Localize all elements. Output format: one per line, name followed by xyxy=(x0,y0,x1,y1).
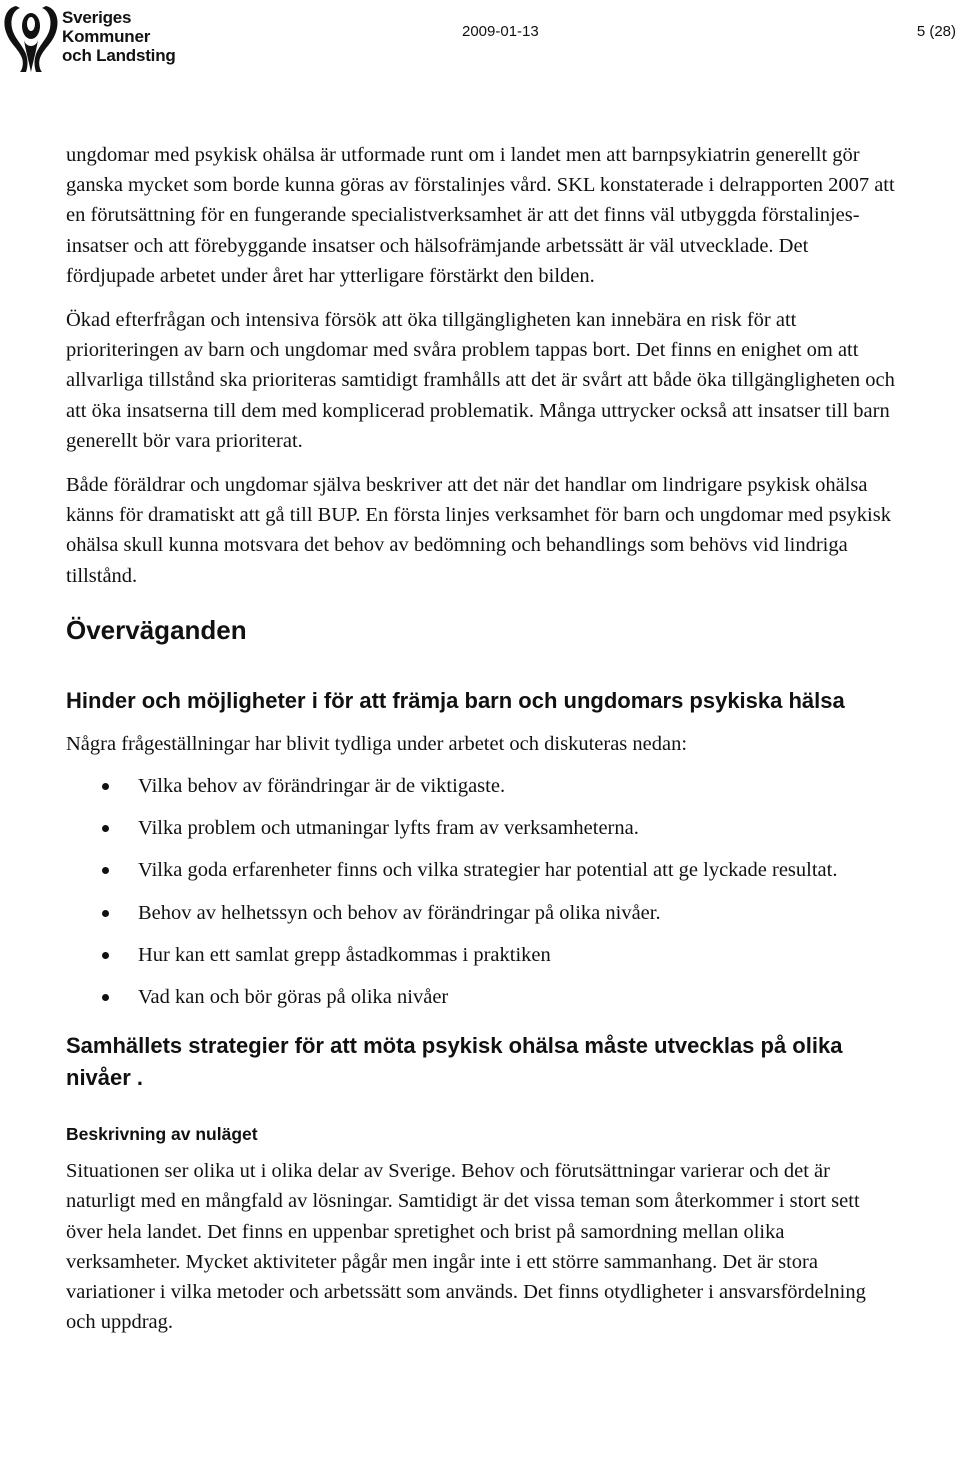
skl-emblem-icon xyxy=(2,2,60,74)
bullet-icon xyxy=(102,952,109,959)
bullet-icon xyxy=(102,867,109,874)
question-list xyxy=(66,771,896,1012)
logo-line: Kommuner xyxy=(62,27,151,46)
bullet-icon xyxy=(102,910,109,917)
logo-wordmark xyxy=(62,8,176,65)
intro-paragraph: Några frågeställningar har blivit tydliga under arbetet och diskuteras nedan: xyxy=(66,732,688,755)
logo-line: och Landsting xyxy=(62,46,176,65)
heading-beskrivning: Beskrivning av nuläget xyxy=(66,1124,258,1145)
page-header xyxy=(0,0,960,80)
paragraph: Ökad efterfrågan och intensiva försök att öka tillgängligheten kan innebära en risk för att prioriteringen av barn och ungdomar med svåra problem tappas bort. Det finns en enighet om att allvarliga tillstånd ska prioriteras samtidigt framhålls att det är svårt att både öka tillgängligheten och att öka insatserna till dem med komplicerad problematik. Många uttrycker också att insatser till barn generellt bör vara prioriterat. xyxy=(66,309,895,452)
list-item: Vilka problem och utmaningar lyfts fram av verksamheterna. xyxy=(66,813,896,843)
paragraph: ungdomar med psykisk ohälsa är utformade runt om i landet men att barnpsykiatrin generellt gör ganska mycket som borde kunna göras av förstalinjes vård. SKL konstaterade i delrapporten 2007 att en förutsättning för en fungerande specialistverksamhet är att det finns väl utbyggda förstalinjes-insatser och att förebyggande insatser och hälsofrämjande arbetssätt är väl utvecklade. Det fördjupade arbetet under året har ytterligare förstärkt den bilden. xyxy=(66,144,895,287)
heading-hinder: Hinder och möjligheter i för att främja barn och ungdomars psykiska hälsa xyxy=(66,687,845,713)
header-page-number: 5 (28) xyxy=(916,23,956,40)
list-item: Vad kan och bör göras på olika nivåer xyxy=(66,982,896,1012)
heading-samhallets: Samhällets strategier för att möta psykisk ohälsa måste utvecklas på olika nivåer . xyxy=(66,1033,843,1091)
paragraph: Både föräldrar och ungdomar själva beskriver att det när det handlar om lindrigare psykisk ohälsa känns för dramatiskt att gå till BUP. En första linjes verksamhet för barn och ungdomar med psykisk ohälsa skull kunna motsvara det behov av bedömning och behandlings som behövs vid lindriga tillstånd. xyxy=(66,474,891,587)
skl-logo xyxy=(2,2,177,74)
list-item: Vilka goda erfarenheter finns och vilka strategier har potential att ge lyckade resultat. xyxy=(66,855,896,885)
list-item: Behov av helhetssyn och behov av förändringar på olika nivåer. xyxy=(66,898,896,928)
bullet-icon xyxy=(102,825,109,832)
header-date: 2009-01-13 xyxy=(462,23,539,40)
document-body xyxy=(66,140,896,1351)
list-item: Vilka behov av förändringar är de viktigaste. xyxy=(66,771,896,801)
logo-line: Sveriges xyxy=(62,8,132,27)
bullet-icon xyxy=(102,994,109,1001)
list-item: Hur kan ett samlat grepp åstadkommas i praktiken xyxy=(66,940,896,970)
bullet-icon xyxy=(102,783,109,790)
heading-overvaganden: Överväganden xyxy=(66,614,247,645)
paragraph: Situationen ser olika ut i olika delar av Sverige. Behov och förutsättningar varierar och det är naturligt med en mångfald av lösningar. Samtidigt är det vissa teman som återkommer i stort sett över hela landet. Det finns en uppenbar spretighet och brist på samordning mellan olika verksamheter. Mycket aktiviteter pågår men ingår inte i ett större sammanhang. Det är stora variationer i vilka metoder och arbetssätt som används. Det finns otydligheter i ansvarsfördelning och uppdrag. xyxy=(66,1160,866,1334)
